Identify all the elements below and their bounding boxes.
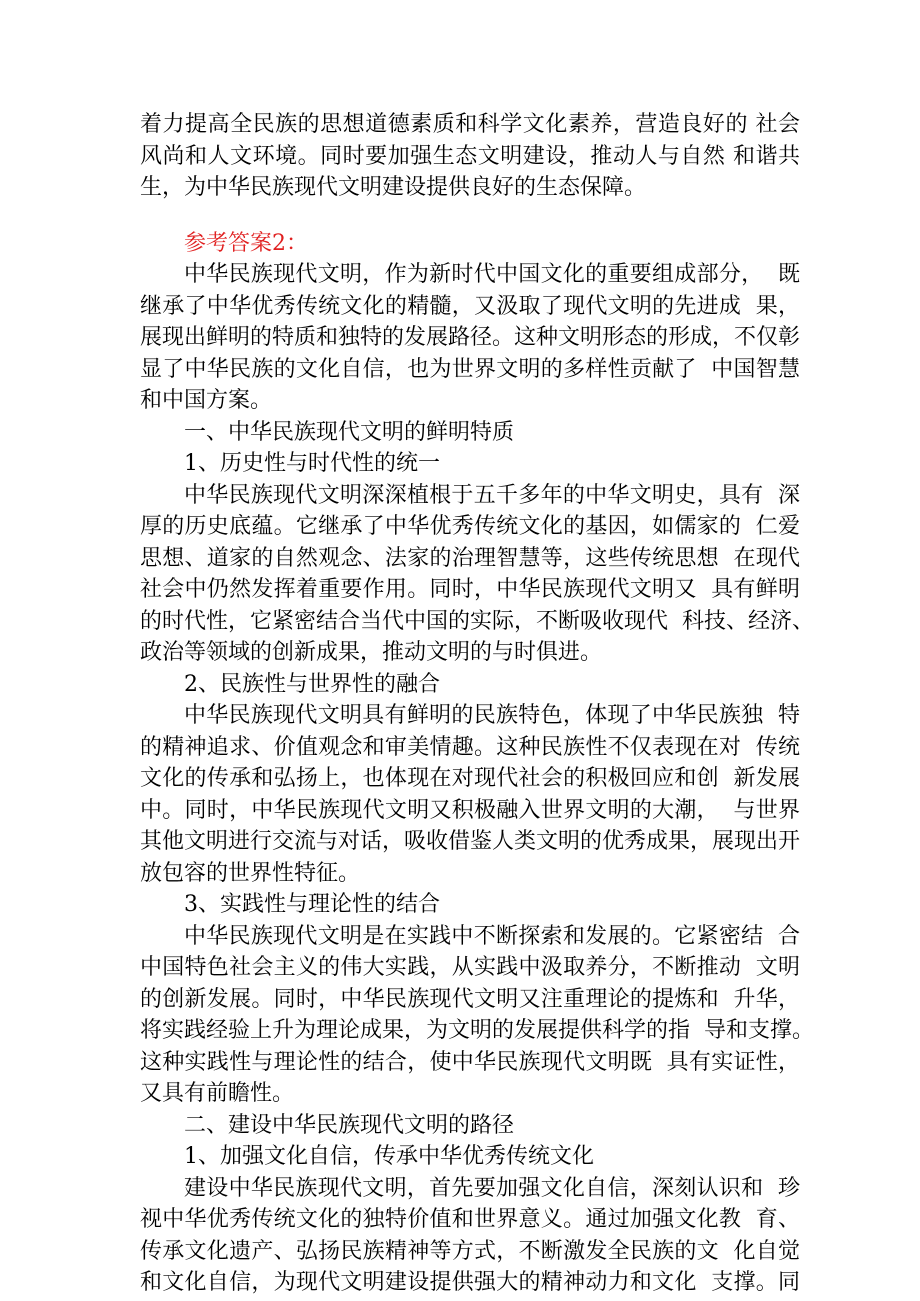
subsection-title: 1、加强文化自信，传承中华优秀传统文化 bbox=[184, 1144, 594, 1169]
text-line: 的创新发展。同时，中华民族现代文明又注重理论的提炼和 升华， bbox=[140, 986, 800, 1012]
text-line: 中华民族现代文明具有鲜明的民族特色，体现了中华民族独 特 bbox=[184, 703, 800, 728]
text-line: 思想、道家的自然观念、法家的治理智慧等，这些传统思想 在现代 bbox=[140, 545, 800, 571]
subsection-body bbox=[140, 480, 814, 669]
text-line: 中华民族现代文明是在实践中不断探索和发展的。它紧密结 合 bbox=[184, 923, 800, 949]
answer-heading: 参考答案2： bbox=[184, 230, 308, 256]
text-line: 和文化自信，为现代文明建设提供强大的精神动力和文化 支撑。同 bbox=[140, 1270, 800, 1295]
text-line: 风尚和人文环境。同时要加强生态文明建设，推动人与自然 和谐共 bbox=[140, 143, 800, 169]
text-line: 的精神追求、价值观念和审美情趣。这种民族性不仅表现在对 传统 bbox=[140, 734, 800, 760]
text-line: 显了中华民族的文化自信，也为世界文明的多样性贡献了 中国智慧 bbox=[140, 356, 800, 382]
section-title: 二、建设中华民族现代文明的路径 bbox=[184, 1112, 515, 1138]
text-line: 的时代性，它紧密结合当代中国的实际，不断吸收现代 科技、经济、 bbox=[140, 608, 814, 634]
text-line: 这种实践性与理论性的结合，使中华民族现代文明既 具有实证性， bbox=[140, 1049, 800, 1075]
text-line: 中华民族现代文明深深植根于五千多年的中华文明史，具有 深 bbox=[184, 482, 800, 508]
section-title: 一、中华民族现代文明的鲜明特质 bbox=[184, 419, 515, 445]
text-line: 放包容的世界性特征。 bbox=[140, 860, 361, 886]
intro-paragraph bbox=[140, 109, 800, 204]
text-line: 和中国方案。 bbox=[140, 388, 273, 413]
document-body bbox=[140, 109, 814, 1299]
text-line: 政治等领域的创新成果，推动文明的与时俱进。 bbox=[140, 640, 603, 665]
text-line: 建设中华民族现代文明，首先要加强文化自信，深刻认识和 珍 bbox=[184, 1175, 800, 1201]
paragraph-1 bbox=[140, 259, 800, 417]
text-line: 中国特色社会主义的伟大实践，从实践中汲取养分，不断推动 文明 bbox=[140, 955, 800, 980]
text-line: 继承了中华优秀传统文化的精髓，又汲取了现代文明的先进成 果， bbox=[140, 293, 800, 319]
subsection-body bbox=[140, 921, 814, 1110]
subsection-title: 2、民族性与世界性的融合 bbox=[184, 671, 440, 697]
subsection-body bbox=[140, 1173, 800, 1299]
text-line: 又具有前瞻性。 bbox=[140, 1081, 295, 1106]
text-line: 展现出鲜明的特质和独特的发展路径。这种文明形态的形成，不仅彰 bbox=[140, 325, 801, 350]
text-line: 社会中仍然发挥着重要作用。同时，中华民族现代文明又 具有鲜明 bbox=[140, 577, 800, 602]
text-line: 文化的传承和弘扬上，也体现在对现代社会的积极回应和创 新发展 bbox=[140, 766, 800, 791]
text-line: 视中华优秀传统文化的独特价值和世界意义。通过加强文化教 育、 bbox=[140, 1207, 800, 1232]
subsection-title: 3、实践性与理论性的结合 bbox=[184, 892, 440, 917]
paragraph-gap bbox=[140, 204, 800, 228]
text-line: 着力提高全民族的思想道德素质和科学文化素养，营造良好的 社会 bbox=[140, 112, 800, 137]
text-line: 其他文明进行交流与对话，吸收借鉴人类文明的优秀成果，展现出开 bbox=[140, 829, 801, 854]
subsection-title: 1、历史性与时代性的统一 bbox=[184, 451, 440, 476]
text-line: 中。同时，中华民族现代文明又积极融入世界文明的大潮， 与世界 bbox=[140, 797, 800, 823]
text-line: 厚的历史底蕴。它继承了中华优秀传统文化的基因，如儒家的 仁爱 bbox=[140, 514, 800, 539]
text-line: 中华民族现代文明，作为新时代中国文化的重要组成部分， 既 bbox=[184, 262, 800, 287]
text-line: 生，为中华民族现代文明建设提供良好的生态保障。 bbox=[140, 175, 647, 200]
text-line: 将实践经验上升为理论成果，为文明的发展提供科学的指 导和支撑。 bbox=[140, 1018, 814, 1043]
text-line: 传承文化遗产、弘扬民族精神等方式，不断激发全民族的文 化自觉 bbox=[140, 1238, 800, 1264]
subsection-body bbox=[140, 700, 800, 889]
